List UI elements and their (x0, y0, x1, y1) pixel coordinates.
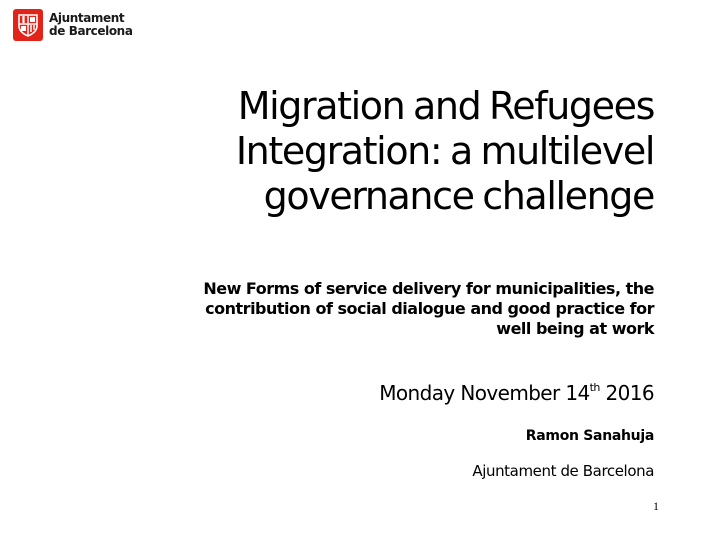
date-prefix: Monday November 14 (379, 381, 590, 405)
title-line-1: Migration and Refugees (237, 84, 654, 128)
subtitle-line-2: contribution of social dialogue and good practice for (205, 299, 654, 318)
title-line-2: Integration: a multilevel (235, 129, 654, 173)
date-year: 2016 (599, 381, 654, 405)
barcelona-logo (13, 9, 133, 41)
author-name: Ramon Sanahuja (525, 428, 654, 444)
presentation-date (379, 381, 654, 405)
slide-title (94, 84, 654, 219)
slide-subtitle (74, 279, 654, 339)
author-organization: Ajuntament de Barcelona (472, 462, 654, 480)
barcelona-shield-icon (13, 9, 43, 41)
logo-line-1: Ajuntament (49, 11, 125, 25)
title-line-3: governance challenge (263, 174, 654, 218)
date-ordinal-suffix: th (589, 381, 600, 394)
subtitle-line-3: well being at work (496, 319, 654, 338)
logo-wordmark (49, 12, 133, 38)
subtitle-line-1: New Forms of service delivery for municipalities, the (203, 279, 654, 298)
page-number: 1 (653, 499, 659, 513)
logo-line-2: de Barcelona (49, 24, 133, 38)
